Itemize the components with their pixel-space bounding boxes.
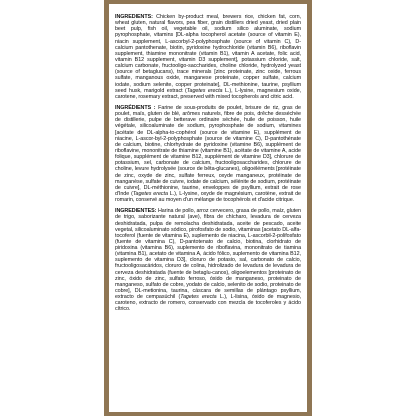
section-body-french-part-2: L.), L-lysine, oxyde de magnésium, carotène, extrait de romarin, conservé au moyen d'un mélange de tocophérols et d'acide citrique. [115, 190, 301, 204]
section-body-french-latin-name: Tagetes erecta [132, 190, 168, 197]
section-body-spanish-latin-name: Tagetes erecta [180, 294, 217, 301]
ingredients-section-french [115, 105, 301, 203]
section-body-spanish-part-1: Harina de pollo, arroz cervecero, grasa de pollo, maíz, gluten de trigo, saborizante natural (ave), fibra de chícharo, levadura de cerveza deshidratada, pulpa de remolacha deshidratada, aceite de pescado, aceite vegetal, silicoaluminato sódico, pirofosfato de sodio, vitaminas [acetato DL-alfa-tocoferol (fuente de vitamina E), suplemento de niacina, L-ascorbil-2-polifosfato (fuente de vitamina C), D-pantotenato de calcio, biotina, clorhidrato de piridoxina (vitamina B6), suplemento de riboflavina, mononitrato de tiamina (vitamina B1), acetato de vitamina A, ácido fólico, suplemento de vitamina B12, suplemento de vitamina D3], cloruro de potasio, sal, carbonato de calcio, fructooligosacáridos, cloruro de colina, hidrolizado de levadura de levadura de cerveza deshidratada (fuente de betaglu-canos), oligoelementos [proteinato de zinc, óxido de zinc, sulfato ferroso, óxido de manganeso, proteinato de manganeso, sulfato de cobre, yodato de calcio, selenito de sodio, proteinato de cobre], DL-metionina, taurina, cáscara de semillas de plántago psyllium, extracto de cempasúchil ( [115, 208, 301, 301]
section-heading-spanish: INGREDIENTES: [115, 208, 157, 215]
ingredients-section-english [115, 14, 301, 100]
ingredients-section-spanish [115, 208, 301, 312]
section-body-english-part-2: L.), L-lysine, magnesium oxide, carotene, rosemary extract, preserved with mixed tocopherols and citric acid. [115, 87, 301, 100]
section-heading-french: INGRÉDIENTS : [115, 104, 156, 111]
section-body-english-part-1: Chicken by-product meal, brewers rice, chicken fat, corn, wheat gluten, natural flavors, pea fiber, grain distillers dried yeast, dried plain beet pulp, fish oil, vegetable oil, sodium silico aluminate, sodium pyrophosphate, vitamins [DL-alpha tocopherol acetate (source of vitamin E), niacin supplement, L-ascorbyl-2-polyphosphate (source of vitamin C), D-calcium pantothenate, biotin, pyridoxine hydrochloride (vitamin B6), riboflavin supplement, thiamine mononitrate (vitamin B1), vitamin A acetate, folic acid, vitamin B12 supplement, vitamin D3 supplement], potassium chloride, salt, calcium carbonate, fructooligo-saccharides, choline chloride, hydrolyzed yeast (source of betaglucans), trace minerals [zinc proteinate, zinc oxide, ferrous sulfate, manganous oxide, manganese proteinate, copper sulfate, calcium iodate, sodium selenite, copper proteinate], DL-methionine, taurine, psyllium seed husk, marigold extract ( [115, 14, 301, 94]
section-heading-english: INGREDIENTS: [115, 14, 153, 20]
section-body-spanish-part-2: L.), L-lisina, óxido de magnesio, caroteno, extracto de romero, conservado con mezcla de tocoferoles y ácido cítrico. [115, 294, 302, 313]
ingredient-label-panel [104, 0, 312, 416]
section-body-french-part-1: Farine de sous-produits de poulet, brisure de riz, gras de poulet, maïs, gluten de blé, arômes naturels, fibre de pois, drêche desséchée de distillerie, pulpe de betterave ordinaire séchée, huile de poisson, huile végétale, silicoaluminate de sodium, pyrophosphate de sodium, vitamines [acétate de DL-alpha-to-cophérol (source de vitamine E), supplément de niacine, L-ascor-byl-2-polyphosphate (source de vitamine C), D-pantothénate de calcium, biotine, chlorhydrate de pyridoxine (vitamine B6), supplément de riboflavine, mononitrate de thiamine (vitamine B1), acétate de vitamine A, acide folique, supplément de vitamine B12, supplément de vitamine D3], chlorure de potassium, sel, carbonate de calcium, fructooligosaccharides, chlorure de choline, levure hydrolysée (source de bêta-glucanes), oligoéléments [protéinate de zinc, oxyde de zinc, sulfate ferreux, oxyde manganeux, protéinate de manganèse, sulfate de cuivre, iodate de calcium, sélénite de sodium, protéinate de cuivre], DL-méthionine, taurine, enveloppes de psyllium, extrait de rose d'Inde ( [115, 104, 301, 197]
section-body-english-latin-name: Tagetes erecta [186, 87, 223, 94]
